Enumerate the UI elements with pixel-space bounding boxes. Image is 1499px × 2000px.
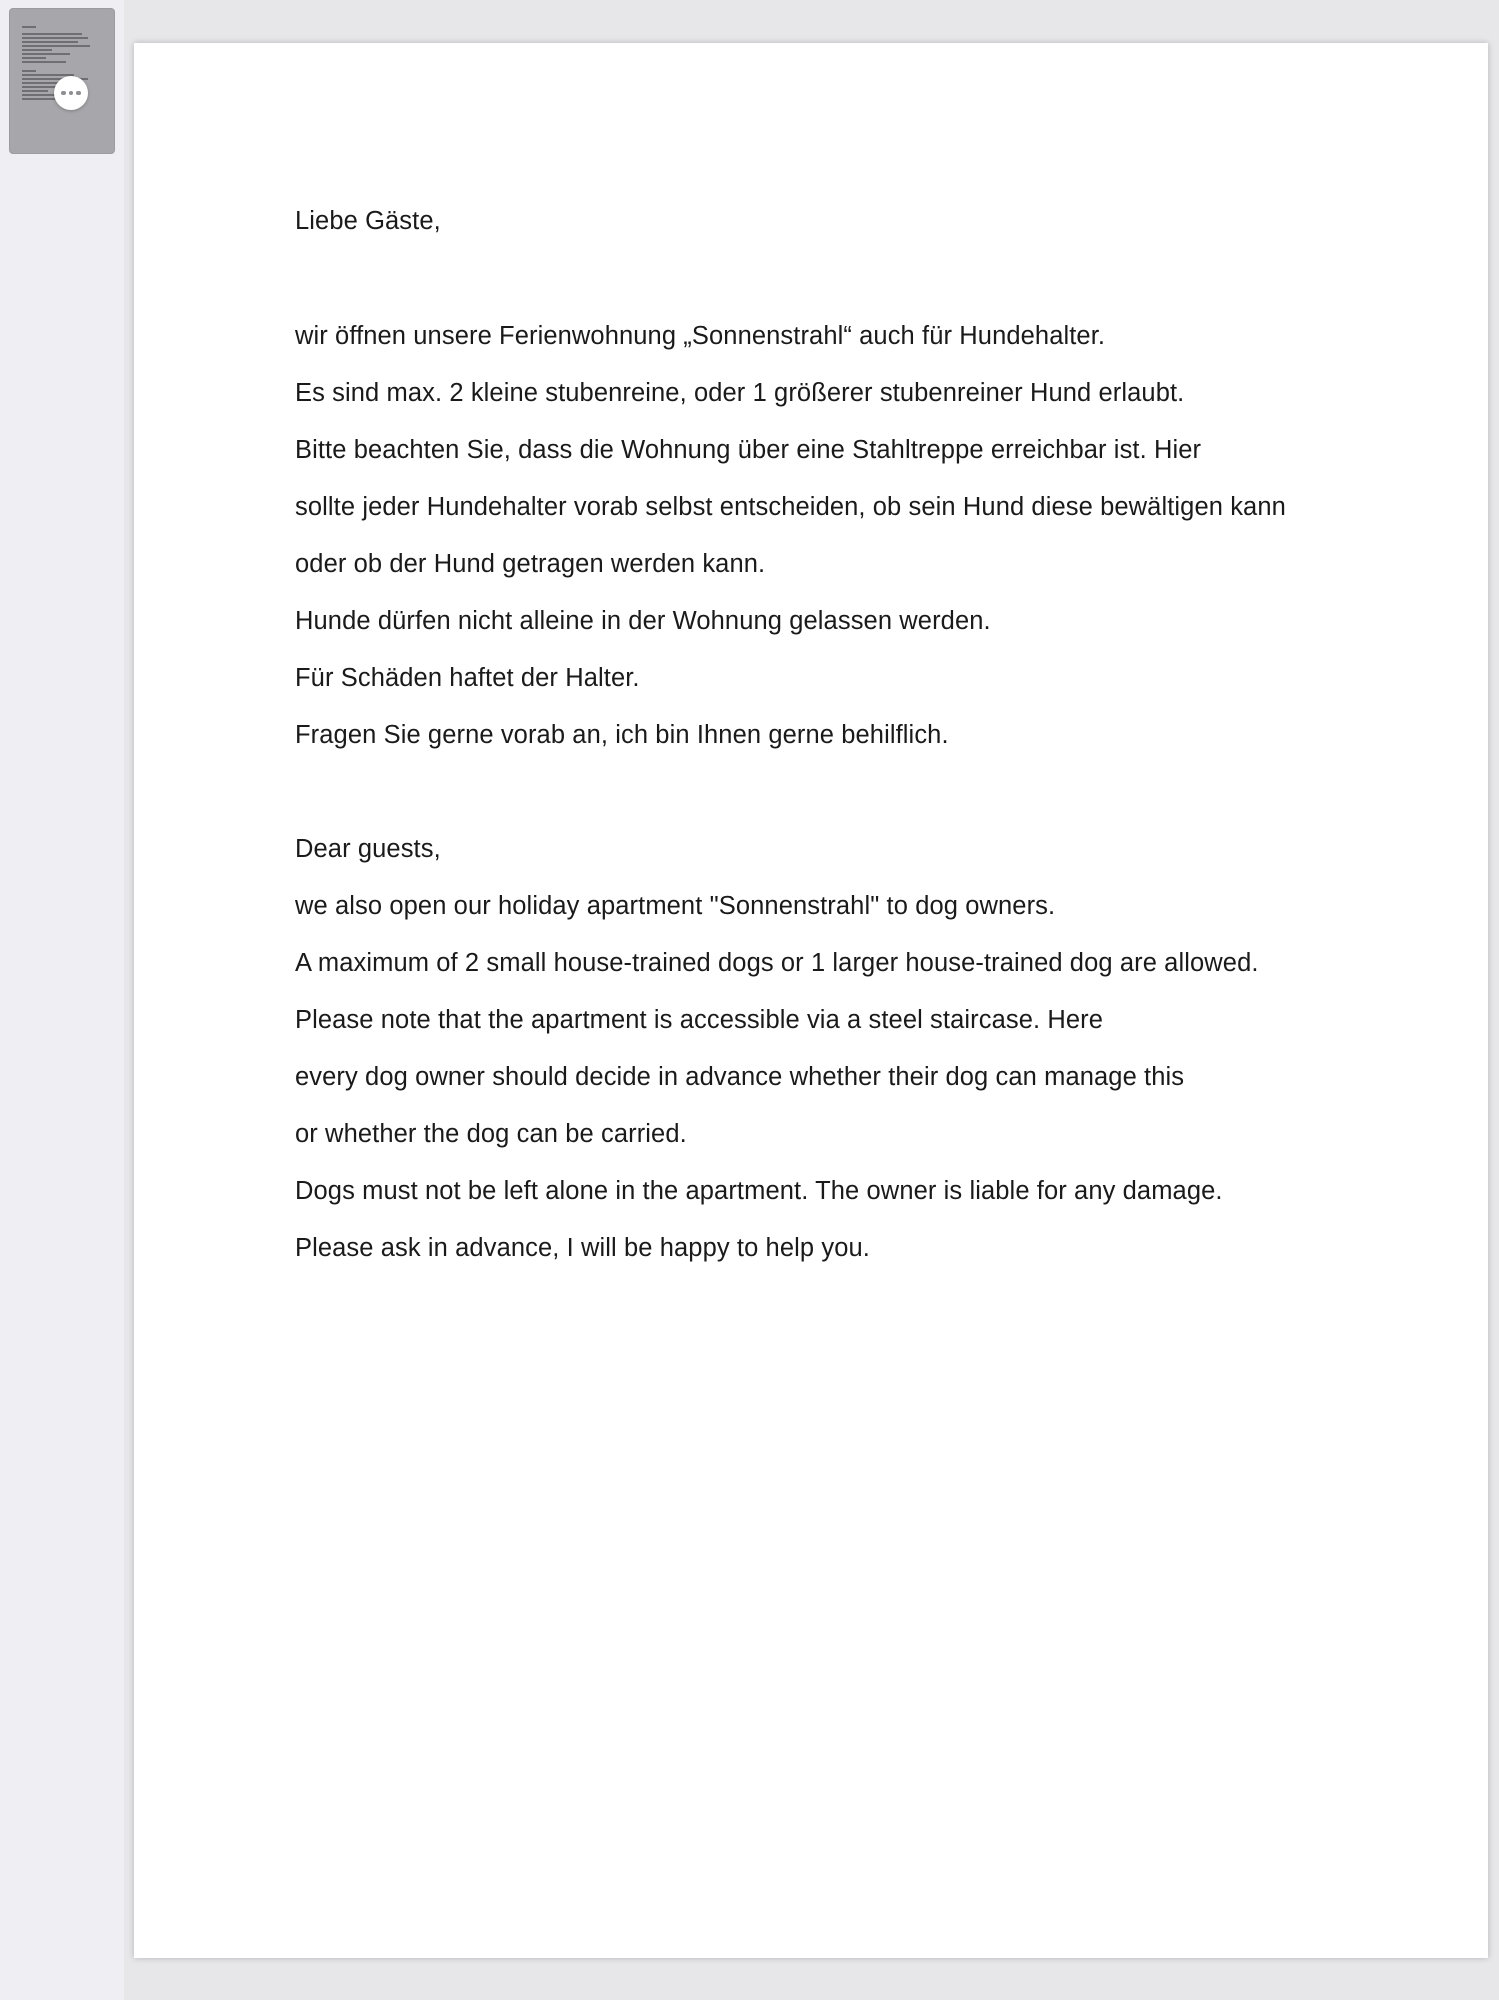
german-line: Fragen Sie gerne vorab an, ich bin Ihnen gerne behilflich. (295, 721, 949, 749)
german-line: sollte jeder Hundehalter vorab selbst entscheiden, ob sein Hund diese bewältigen kann (295, 493, 1286, 521)
english-line: Please ask in advance, I will be happy to help you. (295, 1234, 870, 1262)
english-line: Please note that the apartment is accessible via a steel staircase. Here (295, 1006, 1104, 1034)
ellipsis-icon (61, 91, 66, 96)
german-line: Es sind max. 2 kleine stubenreine, oder 1 größerer stubenreiner Hund erlaubt. (295, 379, 1185, 407)
english-line: every dog owner should decide in advance whether their dog can manage this (295, 1063, 1185, 1091)
english-line: we also open our holiday apartment "Sonnenstrahl" to dog owners. (295, 892, 1056, 920)
english-line: A maximum of 2 small house-trained dogs or 1 larger house-trained dog are allowed. (295, 949, 1259, 977)
more-options-button[interactable] (54, 76, 88, 110)
german-line: Hunde dürfen nicht alleine in der Wohnung gelassen werden. (295, 607, 991, 635)
page-thumbnail-sidebar (0, 0, 124, 2000)
english-line: or whether the dog can be carried. (295, 1120, 687, 1148)
ellipsis-icon (76, 91, 81, 96)
german-line: oder ob der Hund getragen werden kann. (295, 550, 766, 578)
german-greeting: Liebe Gäste, (295, 207, 441, 235)
ellipsis-icon (69, 91, 74, 96)
english-line: Dogs must not be left alone in the apartment. The owner is liable for any damage. (295, 1177, 1223, 1205)
german-line: Für Schäden haftet der Halter. (295, 664, 640, 692)
german-line: Bitte beachten Sie, dass die Wohnung über eine Stahltreppe erreichbar ist. Hier (295, 436, 1202, 464)
document-page (134, 43, 1488, 1958)
page-thumbnail[interactable] (9, 8, 115, 154)
english-greeting: Dear guests, (295, 835, 441, 863)
german-line: wir öffnen unsere Ferienwohnung „Sonnenstrahl“ auch für Hundehalter. (295, 322, 1106, 350)
